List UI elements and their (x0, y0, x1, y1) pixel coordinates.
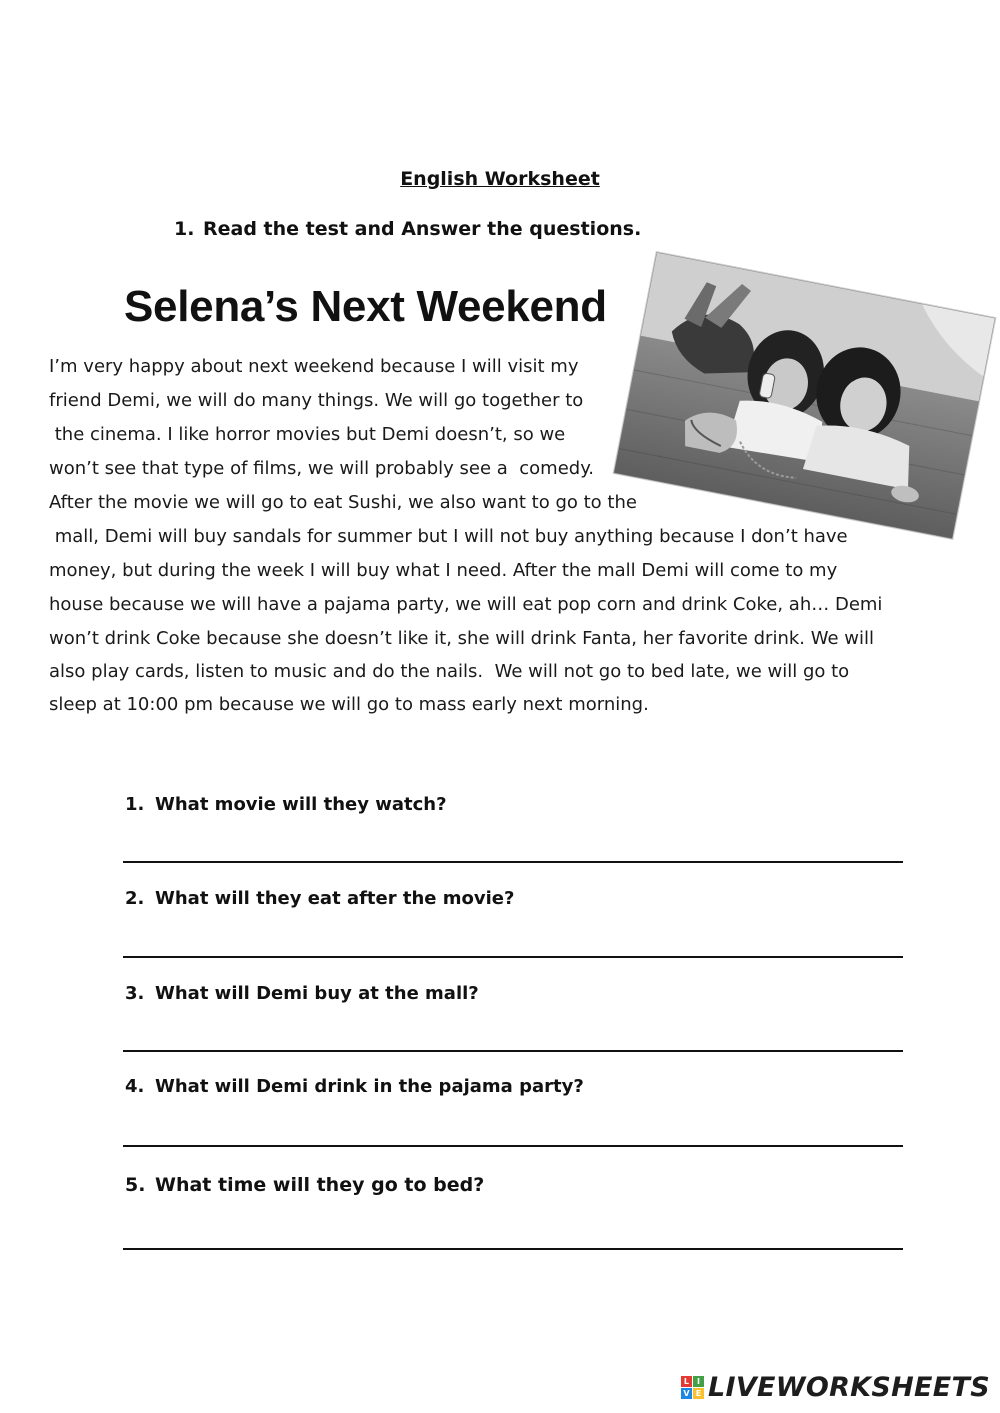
logo-text: LIVEWORKSHEETS (707, 1372, 990, 1403)
answer-line-4[interactable] (123, 1145, 903, 1147)
photo-two-girls-on-phone (614, 252, 996, 539)
answer-line-1[interactable] (123, 861, 903, 863)
story-title: Selena’s Next Weekend (124, 282, 607, 331)
question-number: 3. (125, 983, 145, 1004)
question-number: 4. (125, 1076, 145, 1097)
worksheet-heading: English Worksheet (400, 168, 600, 190)
answer-line-2[interactable] (123, 956, 903, 958)
logo-letter: L (681, 1376, 692, 1387)
story-line: money, but during the week I will buy what I need. After the mall Demi will come to my (49, 560, 838, 581)
logo-mark-icon (681, 1376, 704, 1399)
story-line: mall, Demi will buy sandals for summer but I will not buy anything because I don’t have (49, 526, 848, 547)
question-1 (125, 794, 447, 815)
question-number: 2. (125, 888, 145, 909)
story-line: also play cards, listen to music and do the nails. We will not go to bed late, we will go to (49, 661, 850, 682)
story-line: After the movie we will go to eat Sushi, we also want to go to the (49, 492, 637, 513)
logo-letter: I (693, 1376, 704, 1387)
question-5 (125, 1174, 484, 1196)
question-text: What movie will they watch? (155, 794, 447, 815)
instruction-number: 1. (174, 218, 195, 240)
answer-line-3[interactable] (123, 1050, 903, 1052)
story-line: the cinema. I like horror movies but Demi doesn’t, so we (49, 424, 566, 445)
story-line: I’m very happy about next weekend because I will visit my (49, 356, 579, 377)
story-line: house because we will have a pajama party, we will eat pop corn and drink Coke, ah… Demi (49, 594, 883, 615)
story-line: won’t drink Coke because she doesn’t like it, she will drink Fanta, her favorite drink. We will (49, 628, 874, 649)
instruction-text: Read the test and Answer the questions. (203, 218, 642, 240)
instruction (174, 218, 641, 240)
logo-letter: V (681, 1388, 692, 1399)
question-text: What will Demi buy at the mall? (155, 983, 479, 1004)
logo-letter: E (693, 1388, 704, 1399)
question-number: 5. (125, 1174, 146, 1196)
story-line: friend Demi, we will do many things. We will go together to (49, 390, 584, 411)
liveworksheets-logo (681, 1372, 990, 1403)
question-text: What time will they go to bed? (155, 1174, 485, 1196)
question-number: 1. (125, 794, 145, 815)
answer-line-5[interactable] (123, 1248, 903, 1250)
illustration-photo (614, 252, 996, 539)
question-3 (125, 983, 479, 1004)
story-line: sleep at 10:00 pm because we will go to mass early next morning. (49, 694, 649, 715)
story-line: won’t see that type of films, we will probably see a comedy. (49, 458, 595, 479)
question-text: What will they eat after the movie? (155, 888, 515, 909)
question-2 (125, 888, 514, 909)
question-text: What will Demi drink in the pajama party? (155, 1076, 584, 1097)
question-4 (125, 1076, 584, 1097)
